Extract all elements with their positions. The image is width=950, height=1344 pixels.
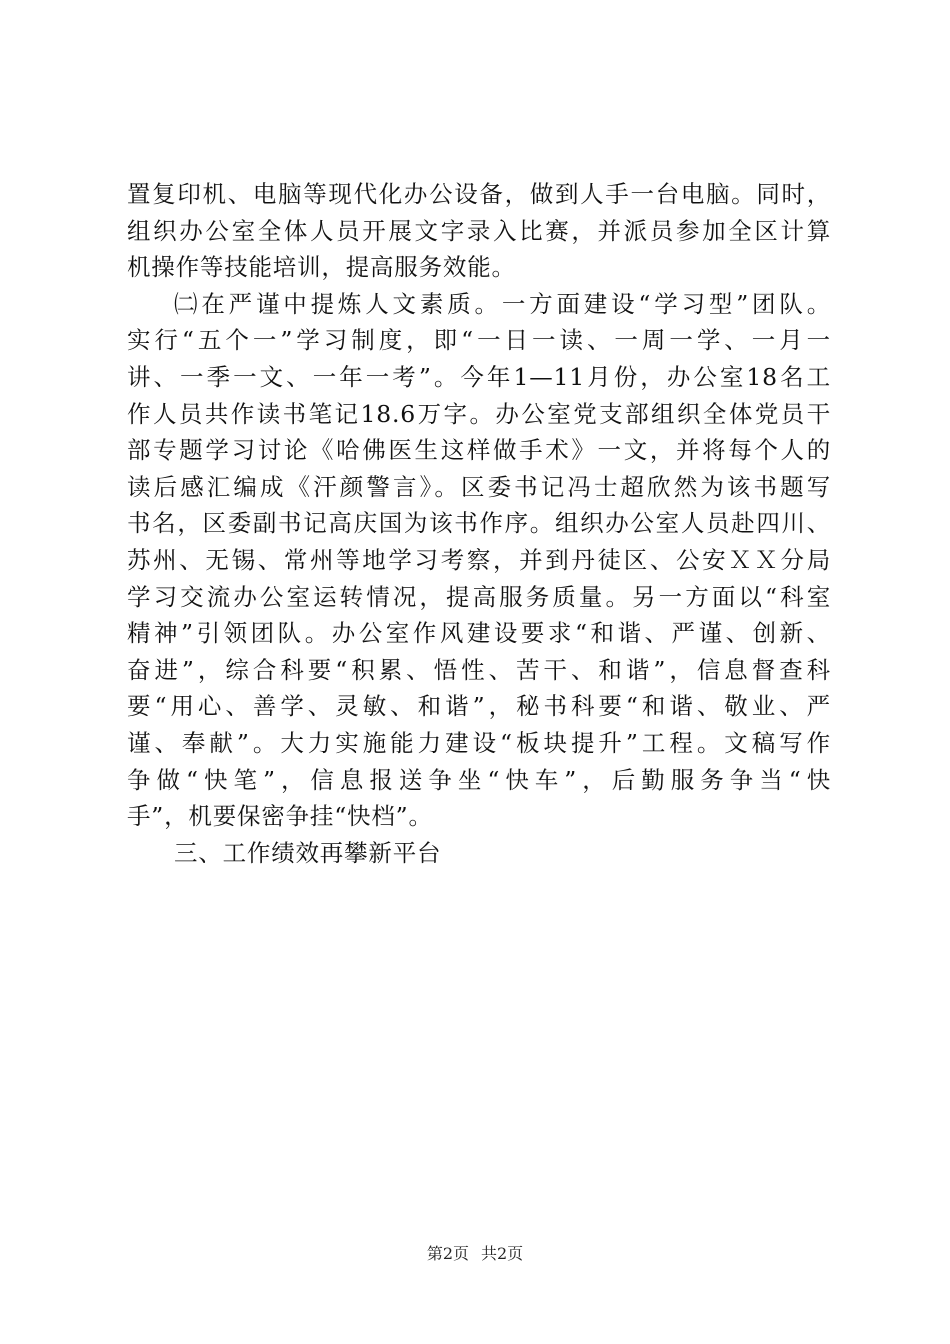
text-line: 部专题学习讨论《哈佛医生这样做手术》一文，并将每个人的 <box>127 436 831 465</box>
text-line: 书名，区委副书记高庆国为该书作序。组织办公室人员赴四川、 <box>127 509 831 538</box>
text-line: 机操作等技能培训，提高服务效能。 <box>127 253 516 282</box>
text-line: 要“用心、善学、灵敏、和谐”，秘书科要“和谐、敬业、严 <box>127 692 831 721</box>
text-line: 作人员共作读书笔记18.6万字。办公室党支部组织全体党员干 <box>127 399 831 428</box>
text-line: 讲、一季一文、一年一考”。今年1—11月份，办公室18名工 <box>127 362 831 391</box>
page-total: 共2页 <box>481 1244 524 1263</box>
text-line: 读后感汇编成《汗颜警言》。区委书记冯士超欣然为该书题写 <box>127 472 831 501</box>
text-line: 争做“快笔”，信息报送争坐“快车”，后勤服务争当“快 <box>127 765 831 794</box>
page-number: 第2页 <box>426 1244 469 1263</box>
text-line: 组织办公室全体人员开展文字录入比赛，并派员参加全区计算 <box>127 216 831 245</box>
text-line: 手”，机要保密争挂“快档”。 <box>127 802 433 831</box>
document-body <box>127 176 831 871</box>
text-line: 实行“五个一”学习制度，即“一日一读、一周一学、一月一 <box>127 326 831 355</box>
text-line: 精神”引领团队。办公室作风建设要求“和谐、严谨、创新、 <box>127 619 831 648</box>
page-footer <box>0 1243 950 1265</box>
section-heading: 三、工作绩效再攀新平台 <box>174 838 442 867</box>
text-line: 谨、奉献”。大力实施能力建设“板块提升”工程。文稿写作 <box>127 728 831 757</box>
text-line: 奋进”，综合科要“积累、悟性、苦干、和谐”，信息督查科 <box>127 655 831 684</box>
paragraph-first-line: ㈡在严谨中提炼人文素质。一方面建设“学习型”团队。 <box>174 289 831 318</box>
text-line: 学习交流办公室运转情况，提高服务质量。另一方面以“科室 <box>127 582 831 611</box>
text-line: 置复印机、电脑等现代化办公设备，做到人手一台电脑。同时， <box>127 180 831 208</box>
text-line: 苏州、无锡、常州等地学习考察，并到丹徒区、公安ＸＸ分局 <box>127 545 831 574</box>
